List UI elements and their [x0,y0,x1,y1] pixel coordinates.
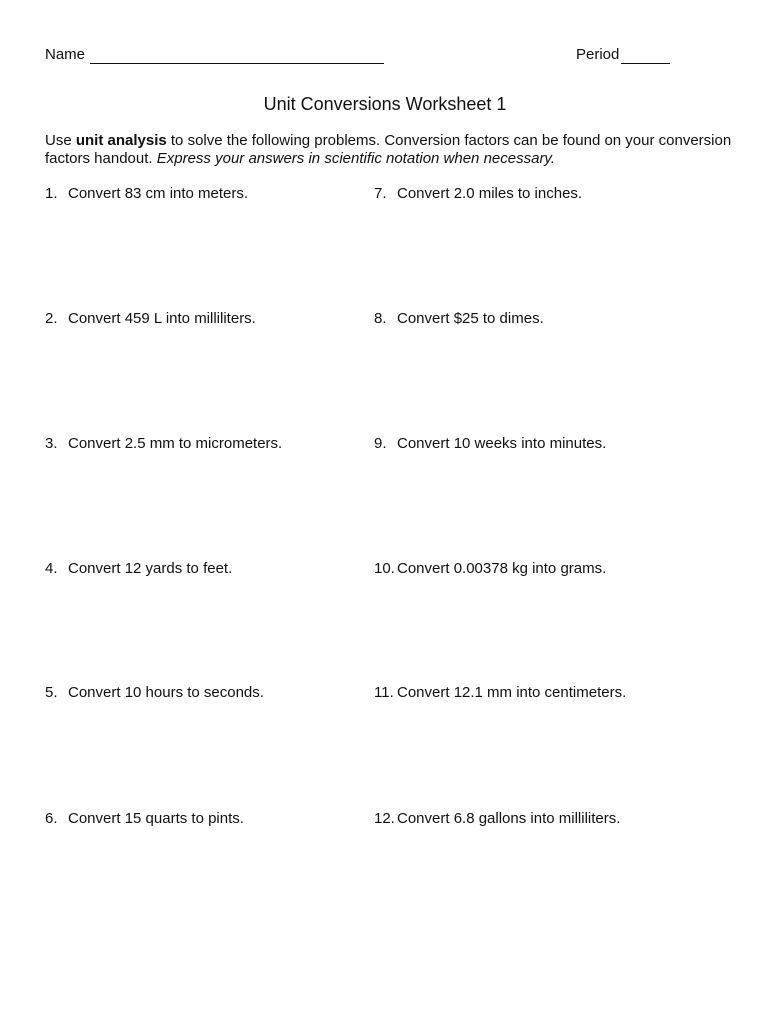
problem-1 [45,185,248,202]
worksheet-title: Unit Conversions Worksheet 1 [263,94,507,114]
problem-text: Convert 2.5 mm to micrometers. [68,435,283,452]
instructions-italic: Express your answers in scientific notation when necessary. [156,150,555,167]
instructions-bold: unit analysis [75,132,167,149]
problem-5 [45,684,264,701]
problem-10 [374,560,606,577]
period-field-line[interactable] [621,63,670,64]
problem-2 [45,310,256,327]
period-label: Period [576,46,620,63]
problem-12 [374,810,620,827]
problem-text: Convert $25 to dimes. [397,310,544,327]
problem-text: Convert 15 quarts to pints. [68,810,244,827]
problem-number: 3. [45,435,58,452]
problem-number: 7. [374,185,387,202]
problem-11 [374,684,626,701]
problem-text: Convert 10 hours to seconds. [68,684,264,701]
problem-text: Convert 12 yards to feet. [68,560,233,577]
problem-6 [45,810,244,827]
problem-number: 5. [45,684,58,701]
problem-text: Convert 12.1 mm into centimeters. [397,684,627,701]
problem-number: 6. [45,810,58,827]
problem-7 [374,185,582,202]
problem-text: Convert 2.0 miles to inches. [397,185,583,202]
instructions-text-2: to solve the following problems. Conversion factors can be found on your conversion factors handout. [45,132,732,167]
problem-4 [45,560,232,577]
problem-number: 4. [45,560,58,577]
name-field-line[interactable] [90,63,384,64]
problem-number: 8. [374,310,387,327]
problem-number: 10. [374,560,395,577]
instructions [45,132,735,168]
instructions-text-1: Use [45,132,76,149]
problem-text: Convert 6.8 gallons into milliliters. [397,810,621,827]
problem-3 [45,435,282,452]
problem-number: 2. [45,310,58,327]
problem-text: Convert 0.00378 kg into grams. [397,560,607,577]
problem-8 [374,310,544,327]
problem-text: Convert 459 L into milliliters. [68,310,256,327]
name-label: Name [45,46,86,63]
problem-number: 9. [374,435,387,452]
problem-number: 1. [45,185,58,202]
problem-text: Convert 83 cm into meters. [68,185,249,202]
problem-text: Convert 10 weeks into minutes. [397,435,607,452]
problem-number: 12. [374,810,395,827]
problem-9 [374,435,606,452]
problem-number: 11. [374,684,394,701]
